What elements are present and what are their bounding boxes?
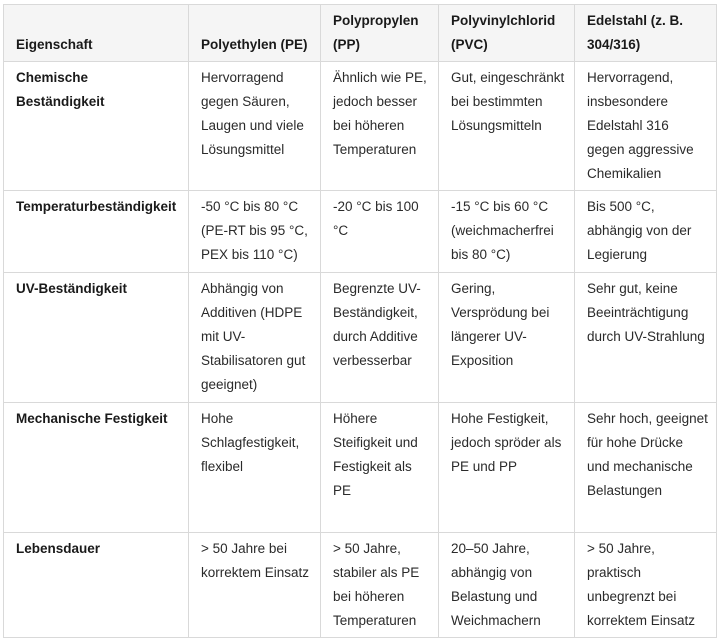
table-cell: Hohe Schlagfestigkeit, flexibel — [189, 403, 321, 533]
table-row — [4, 403, 717, 533]
table-cell: -20 °C bis 100 °C — [321, 191, 439, 273]
header-stainless-steel: Edelstahl (z. B. 304/316) — [575, 5, 717, 62]
table-cell: 20–50 Jahre, abhängig von Belastung und Weichmachern — [439, 533, 575, 638]
table-row — [4, 273, 717, 403]
table-cell: Gut, eingeschränkt bei bestimmten Lösungsmitteln — [439, 62, 575, 191]
table-cell: > 50 Jahre bei korrektem Einsatz — [189, 533, 321, 638]
table-cell: -15 °C bis 60 °C (weichmacherfrei bis 80 °C) — [439, 191, 575, 273]
header-property: Eigenschaft — [4, 5, 189, 62]
header-pp: Polypropylen (PP) — [321, 5, 439, 62]
table-cell: Ähnlich wie PE, jedoch besser bei höheren Temperaturen — [321, 62, 439, 191]
table-row — [4, 62, 717, 191]
row-label: Lebensdauer — [4, 533, 189, 638]
table-cell: Sehr hoch, geeignet für hohe Drücke und mechanische Belastungen — [575, 403, 717, 533]
table-header-row — [4, 5, 717, 62]
header-pvc: Polyvinylchlorid (PVC) — [439, 5, 575, 62]
table-cell: Hervorragend gegen Säuren, Laugen und viele Lösungsmittel — [189, 62, 321, 191]
table-cell: > 50 Jahre, stabiler als PE bei höheren Temperaturen — [321, 533, 439, 638]
table-cell: Begrenzte UV-Beständigkeit, durch Additive verbesserbar — [321, 273, 439, 403]
row-label: Temperaturbeständigkeit — [4, 191, 189, 273]
table-cell: Höhere Steifigkeit und Festigkeit als PE — [321, 403, 439, 533]
header-pe: Polyethylen (PE) — [189, 5, 321, 62]
table-row — [4, 191, 717, 273]
table-row — [4, 533, 717, 638]
row-label: Chemische Beständigkeit — [4, 62, 189, 191]
table-cell: > 50 Jahre, praktisch unbegrenzt bei korrektem Einsatz — [575, 533, 717, 638]
table-cell: Hohe Festigkeit, jedoch spröder als PE und PP — [439, 403, 575, 533]
row-label: UV-Beständigkeit — [4, 273, 189, 403]
row-label: Mechanische Festigkeit — [4, 403, 189, 533]
table-cell: Sehr gut, keine Beeinträchtigung durch UV-Strahlung — [575, 273, 717, 403]
material-comparison-table — [3, 4, 717, 638]
table-cell: Gering, Versprödung bei längerer UV-Exposition — [439, 273, 575, 403]
table-cell: Bis 500 °C, abhängig von der Legierung — [575, 191, 717, 273]
table-cell: Abhängig von Additiven (HDPE mit UV-Stabilisatoren gut geeignet) — [189, 273, 321, 403]
table-cell: Hervorragend, insbesondere Edelstahl 316 gegen aggressive Chemikalien — [575, 62, 717, 191]
table-cell: -50 °C bis 80 °C (PE-RT bis 95 °C, PEX bis 110 °C) — [189, 191, 321, 273]
